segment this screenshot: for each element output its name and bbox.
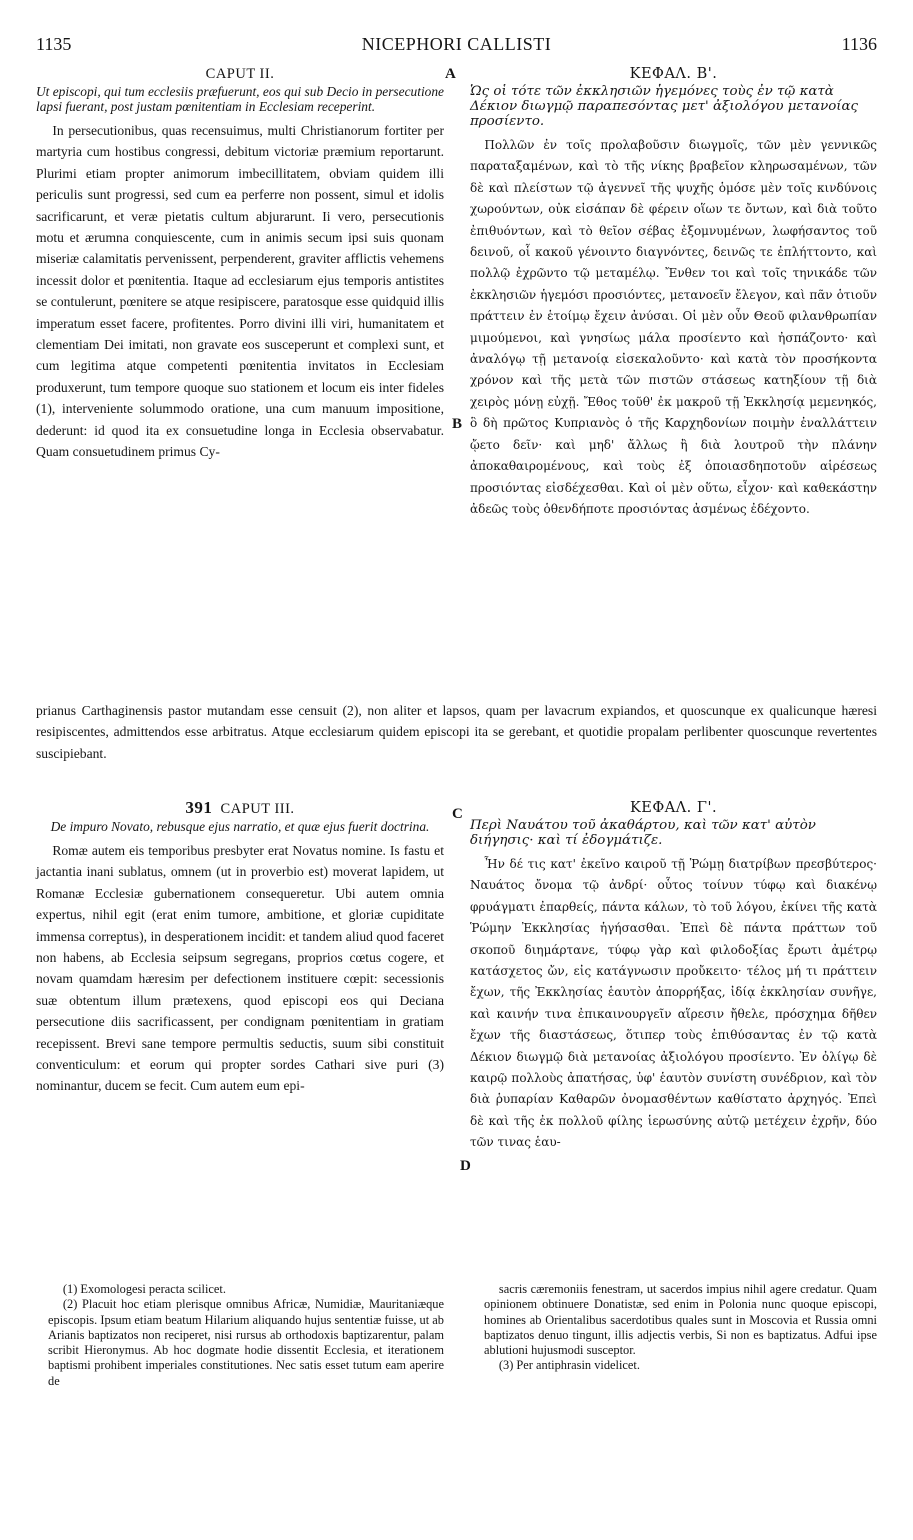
margin-letter-b: B — [452, 416, 463, 432]
greek-column-caput-3 — [470, 798, 877, 1154]
footnote-continuation: sacris cæremoniis fenestram, ut sacerdos impius nihil agere credatur. Quam opinionem obtinuere Donatistæ, sed enim in Polonia nunc quoque episcopi, homines ab Orientalibus sacerdotibus quales sunt in Moscovia et Russia omni baptizatos denuo tingunt, illis adjectis verbis, Si non es baptizatus. Adfui ipse ablutioni hujusmodi susceptor. — [484, 1282, 877, 1358]
latin-chapter-summary-3: De impuro Novato, rebusque ejus narratio, et quæ ejus fuerit doctrina. — [50, 819, 430, 834]
latin-chapter-title-3: CAPUT III. — [220, 801, 295, 817]
footnotes-right — [484, 1282, 877, 1374]
latin-body-text-3: Romæ autem eis temporibus presbyter erat Novatus nomine. Is fastu et jactantia inani sublatus, omnem (ut in proverbio est) moverat lapidem, ut Romanæ Ecclesiæ gubernationem consequeretur. Ubi autem omnia expertus, nihil egit (erat enim tumore, ambitione, et gloriæ cupiditate immensa correptus), in desperationem incidit: et tandem aliud quod faceret non habens, ab Ecclesia seipsum segregans, proprios cœtus cogere, et novam quamdam hæresim per defectionem instituere cœpit: secessionis suæ obtentum illum prætexens, quod episcopi eos qui Deciana persecutione diis sacrificassent, per condignam pœnitentiam in gratiam recepissent. Brevi sane tempore permultis seductis, suum sibi constituit conventiculum: et eorum qui propter sordes Cathari sive puri (3) nominantur, ducem se fecit. Cum autem eum epi- — [36, 843, 444, 1094]
greek-body-text-3: Ἦν δέ τις κατ' ἐκεῖνο καιροῦ τῇ Ῥώμῃ διατρίβων πρεσβύτερος· Ναυάτος ὄνομα τῷ ἀνδρί· οὗτος τοίνυν τύφῳ καὶ διακένῳ φρυάγματι ἐπαρθείς, πάντα κάλων, τὸ τοῦ λόγου, ἐκίνει τῆς κατὰ Ῥώμην Ἐκκλησίας ἡγήσασθαι. Ἐπεὶ δὲ πάντα πράττων τοῦ σκοποῦ διημάρτανε, τύφῳ γὰρ καὶ φιλοδοξίας ἔρωτι ἀμέτρῳ κατάσχετος ὤν, εἰς κατάγνωσιν προὔκειτο· τέλος μή τι πράττειν ἔχων, τῆς Ἐκκλησίας ἑαυτὸν ἀπορρήξας, ἰδίᾳ ἐκκλησίαν συνῆγε, καὶ καινήν τινα ἐπικαινουργεῖν αἵρεσιν ἤθελε, πρόσχημα δῆθεν ἔχων τῆς διαστάσεως, ὅτιπερ τοὺς ἐπιθύσαντας ἐν τῷ κατὰ Δέκιον διωγμῷ διὰ μετανοίας ἀξιολόγου προσίεντο. Ἐν ὀλίγῳ δὲ καιρῷ πολλοὺς ἀπατήσας, ὑφ' ἑαυτὸν συνίστη συνέδριον, καὶ τὸν διὰ ῥυπαρίαν Καθαρῶν ὀνομασθέντων καθίστατο ἀρχηγός. Ἐπεὶ δὲ καὶ τῆς ἐκ πολλοῦ φίλης ἱερωσύνης αὐτῷ μετέχειν ἐχρῆν, δύο τῶν τινας ἑαυ- — [470, 857, 877, 1150]
margin-letter-c: C — [452, 806, 463, 822]
footnotes-left — [48, 1282, 444, 1389]
greek-chapter-heading-3: ΚΕΦΑΛ. Γ'. — [629, 800, 718, 816]
greek-body-text: Πολλῶν ἐν τοῖς προλαβοῦσιν διωγμοῖς, τῶν μὲν γεννικῶς παραταξαμένων, καὶ τὸ τῆς νίκης βραβεῖον κληρωσαμένων, τῶν δὲ καὶ πλείστων τῷ ἀγεννεῖ τῆς ψυχῆς ὁμόσε μὲν τοῖς κινδύνοις χωρούντων, οὐκ εἰσάπαν δὲ φέρειν οἵων τε ὄντων, καὶ διὰ τοῦτο ἐπιθυόντων, καὶ τὸ θεῖον σέβας ἐξομνυμένων, λωφήσαντος τοῦ δεινοῦ, οἷ κακοῦ γένοιντο διαγνόντες, δεινῶς τε ἐπλήττοντο, καὶ πολλῷ ἐχρῶντο τῷ μεταμέλῳ. Ἔνθεν τοι καὶ τοῖς τηνικάδε τῶν ἐκκλησιῶν ἡγεμόσι προσιόντες, μετανοεῖν ἔλεγον, καὶ πᾶν ὁτιοῦν πράττειν ἐν ἑτοίμῳ ἔχειν ἀνύσαι. Οἱ μὲν οὖν Θεοῦ φιλανθρωπίαν μιμούμενοι, καὶ γνησίως μάλα προσίεντο καὶ ἠσπάζοντο· καὶ ἀναλόγῳ τῇ μετανοίᾳ εἰσεκαλοῦντο· καὶ κατὰ τὸν προσήκοντα χρόνον καὶ τῆς μετὰ τῶν πιστῶν στάσεως κατηξίουν τῇ διὰ χειρὸς μόνῃ εὐχῇ. Ἔθος τοῦθ' ἐκ μακροῦ τῇ Ἐκκλησίᾳ μεμενηκός, ὃ δὴ πρῶτος Κυπριανὸς ὁ τῆς Καρχηδονίων ποιμὴν ἐναλλάττειν ᾤετο δεῖν· καὶ μηδ' ἄλλως ἢ διὰ λουτροῦ τὴν πλάνην ἀποκαθαιρομένους, καὶ τοὺς ἐξ ὁποιασδηποτοῦν αἱρέσεως προσιόντας εἰσδέχεσθαι. Καὶ οἱ μὲν οὕτω, εἶχον· καὶ καθεκάστην ἀδεῶς τοὺς ὁθενδήποτε προσιόντας ἀσμένως ἐδέχοντο. — [470, 138, 877, 516]
footnote: (3) Per antiphrasin videlicet. — [498, 1358, 640, 1373]
latin-continuation-text: prianus Carthaginensis pastor mutandam esse censuit (2), non aliter et lapsos, quam per lavacrum expiandos, et quoscunque ex qualicunque hæresi resipiscentes, admittendos esse arbitratus. Atque ecclesiarum quidem episcopi ita se gerebant, et quotidie propalam perlibenter quoscunque revertentes suscipiebant. — [36, 703, 877, 761]
greek-chapter-heading: ΚΕΦΑΛ. Β'. — [629, 66, 718, 82]
margin-letter-d: D — [460, 1158, 471, 1174]
latin-body-text: In persecutionibus, quas recensuimus, multi Christianorum fortiter per martyria cum hostibus congressi, debitum victoriæ præmium reportarunt. Plurimi etiam propter animorum imbecillitatem, obviam quidem illi periculis sunt progressi, sed cum ea perferre non possent, simul et idolis sacrificarunt, et veræ pietatis cultum abjurarunt. Ii vero, persecutionis motu et ærumna conquiescente, cum in animis secum ipsi suis quonam miseriæ calamitatis pervenissent, perpenderent, graviter afflictis vehemens incessit dolor et pœnitentia. Itaque ad ecclesiarum ejus temporis antistites se contulerunt, pœnitere se atque resipiscere, paratosque esse quidquid illis imperatum esset facere, profitentes. Porro divini illi viri, humanitatem et clementiam Dei imitati, non gravate eos susceperunt et complexi sunt, et cum legitima atque competenti pœnitentia invitatos in Ecclesiam produxerunt, tum tempore quoque suo stationem et locum eis inter fideles (1), interveniente solummodo oratione, una cum manuum impositione, dederunt: id quod ita ex consuetudine longa in Ecclesia observabatur. Quam consuetudinem primus Cy- — [36, 123, 444, 460]
footnote: (2) Placuit hoc etiam plerisque omnibus Africæ, Numidiæ, Mauritaniæque episcopis. Ipsum etiam beatum Hilarium aliquando hujus sententiæ fuisse, ut ab Arianis baptizatos non reciperet, nisi rursus ab orthodoxis baptizarentur, palam scribit Hieronymus. Ab hoc dogmate hodie dissentit Ecclesia, et iterationem baptismi prohibent imperiales constitutiones. Nec satis esset tutum eam aperire de — [48, 1297, 444, 1388]
page-number-right: 1136 — [841, 34, 877, 54]
footnote: (1) Exomologesi peracta scilicet. — [62, 1282, 226, 1296]
running-title: NICEPHORI CALLISTI — [361, 34, 552, 54]
running-header — [36, 34, 877, 56]
latin-chapter-summary: Ut episcopi, qui tum ecclesiis præfuerunt, eos qui sub Decio in persecutione lapsi fuerant, post justam pœnitentiam in Ecclesiam receperint. — [36, 84, 444, 114]
column-number: 391 — [185, 798, 213, 817]
greek-column-caput-2 — [470, 64, 877, 520]
latin-column-caput-2 — [36, 64, 444, 463]
margin-letter-a: A — [445, 66, 456, 82]
page-number-left: 1135 — [36, 34, 72, 54]
greek-chapter-summary: Ὡς οἱ τότε τῶν ἐκκλησιῶν ἡγεμόνες τοὺς ἐν τῷ κατὰ Δέκιον διωγμῷ παραπεσόντας μετ' ἀξιολόγου μετανοίας προσίεντο. — [470, 84, 859, 129]
latin-chapter-heading: CAPUT II. — [205, 66, 275, 82]
latin-chapter-heading-3 — [36, 798, 444, 819]
greek-chapter-summary-3: Περὶ Ναυάτου τοῦ ἀκαθάρτου, καὶ τῶν κατ' αὐτὸν διήγησις· καὶ τί ἐδογμάτιζε. — [470, 818, 816, 848]
latin-column-caput-3 — [36, 798, 444, 1097]
